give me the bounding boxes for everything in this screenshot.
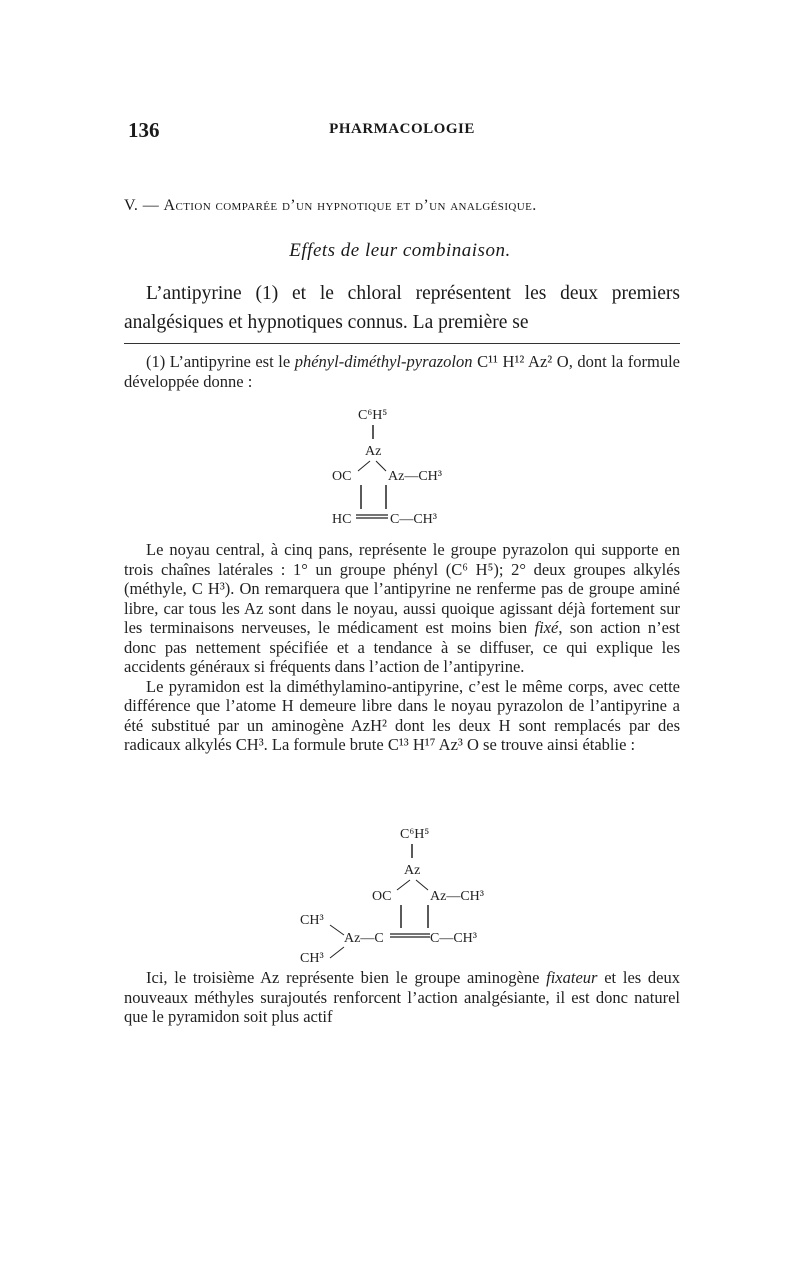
formula2-ch3-bottom: CH³ [300,951,324,966]
formula2-bond-ch3-bottom [330,947,344,958]
footnote-paragraph-2 [124,677,680,755]
page-header [128,118,676,142]
footnote-paragraph-1 [124,540,680,677]
antipyrine-formula [330,403,530,538]
formula1-bond-left [358,461,370,471]
running-head: PHARMACOLOGIE [329,121,475,137]
formula2-bond-ch3-top [330,925,344,935]
section-numeral: V. — [124,197,160,214]
footnote-para1-italic: fixé [534,618,559,637]
footnote-para3-a: Ici, le troisième Az représente bien le groupe aminogène [146,968,547,987]
formula2-ch3-top: CH³ [300,913,324,928]
page-number: 136 [128,118,160,142]
section-title-text: Action comparée d’un hypnotique et d’un analgésique. [163,197,537,214]
footnote-para1-b: , son action n’est donc pas nettement spécifiée et a tendance à se diffuser, ce qui explique les accidents généraux si fréquents dans l’action de l’antipyrine. [124,618,680,676]
section-subtitle: Effets de leur combinaison. [289,240,511,261]
body-paragraph [124,279,680,337]
formula2-az-c: Az—C [344,931,384,946]
pyramidon-formula [290,820,530,965]
formula1-az-ch3: Az—CH³ [388,469,442,484]
body-paragraph-text: L’antipyrine (1) et le chloral représentent les deux premiers analgésiques et hypnotiques connus. La première se [124,283,680,333]
formula2-c-ch3: C—CH³ [430,931,477,946]
formula2-c6h5: C⁶H⁵ [400,827,430,842]
footnote-para3-b: et les deux nouveaux méthyles surajoutés renforcent l’action analgésiante, il est donc naturel que le pyramidon soit plus actif [124,968,680,1026]
footnote-body [124,540,680,755]
footnote-para2: Le pyramidon est la diméthylamino-antipyrine, c’est le même corps, avec cette différence que l’atome H demeure libre dans le noyau pyrazolon de l’antipyrine a été substitué par un aminogène AzH² dont les deux H sont remplacés par des radicaux alkylés CH³. La formule brute C¹³ H¹⁷ Az³ O se trouve ainsi établie : [124,676,680,754]
formula2-bond-right [416,880,428,890]
section-title [124,197,680,215]
formula1-c-ch3: C—CH³ [390,512,437,527]
formula2-az-ch3: Az—CH³ [430,889,484,904]
footnote-paragraph-3 [124,968,680,1027]
antipyrine-formula-diagram [330,403,530,538]
footnote-intro [124,352,680,391]
formula1-c6h5: C⁶H⁵ [358,408,388,423]
formula1-hc: HC [332,512,352,527]
formula2-az-top: Az [404,863,421,878]
footnote-intro-italic: phényl-diméthyl-pyrazolon [294,352,473,371]
formula2-oc: OC [372,889,392,904]
formula2-bond-left [397,880,410,890]
pyramidon-formula-diagram [290,820,530,965]
formula1-bond-right [376,461,386,471]
footnote-intro-b: C¹¹ H¹² Az² O, dont la formule développée donne : [124,352,681,391]
formula1-oc: OC [332,469,352,484]
formula1-az-top: Az [365,444,382,459]
footnote-para1-a: Le noyau central, à cinq pans, représente le groupe pyrazolon qui supporte en trois chaînes latérales : 1° un groupe phényl (C⁶ H⁵); 2° deux groupes alkylés (méthyle, C H³). On remarquera que l’antipyrine ne renferme pas de groupe aminé libre, car tous les Az sont dans le noyau, aussi quoique agissant déjà fortement sur les terminaisons nerveuses, le médicament est moins bien [124,540,680,637]
footnote-rule [124,343,680,344]
footnote-intro-a: (1) L’antipyrine est le [146,352,295,371]
footnote-para3-italic: fixateur [546,968,598,987]
